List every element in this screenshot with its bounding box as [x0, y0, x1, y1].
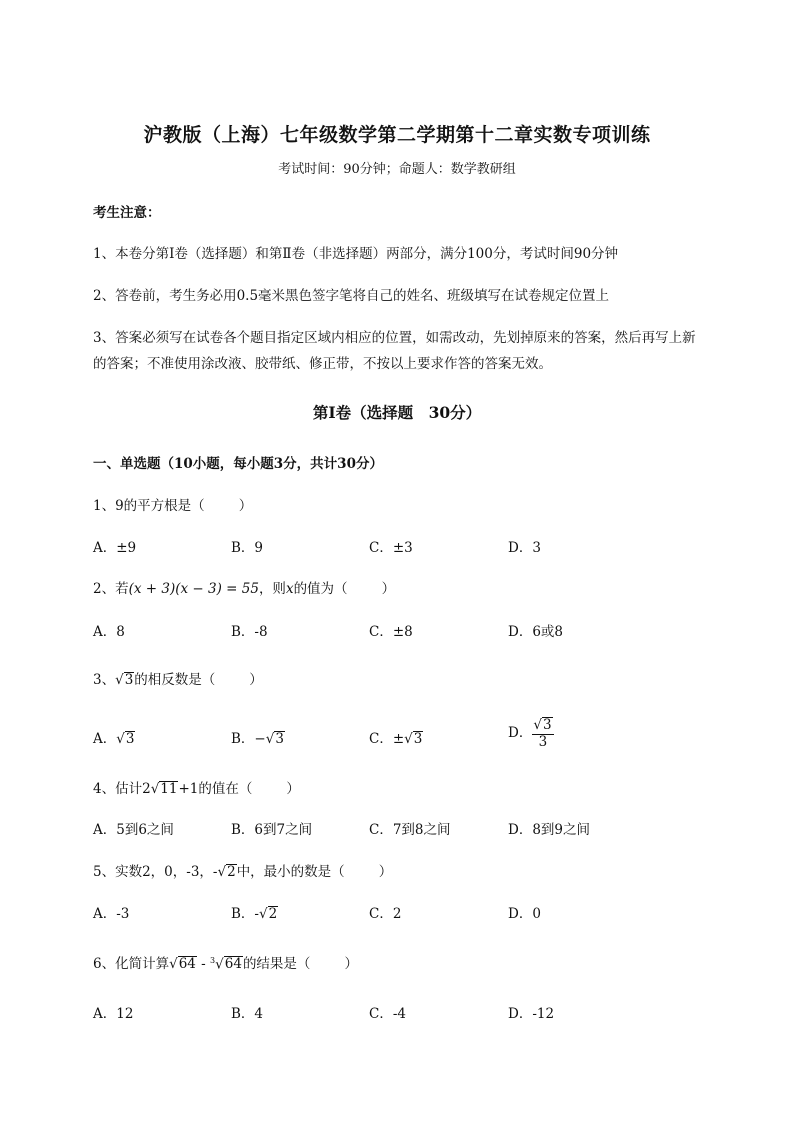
option-c[interactable]: C．7到8之间	[369, 822, 451, 838]
question-2	[93, 577, 395, 597]
sqrt-symbol: √11	[150, 781, 178, 797]
notes-heading: 考生注意：	[93, 205, 161, 221]
option-c[interactable]: C．2	[369, 906, 402, 922]
question-6-prefix: 6、化简计算	[93, 956, 170, 972]
note-1: 1、本卷分第I卷（选择题）和第Ⅱ卷（非选择题）两部分，满分100分，考试时间90分钟	[93, 246, 619, 262]
question-5-options	[93, 902, 693, 924]
question-2-mid: ，则	[258, 581, 286, 597]
radicand: 3	[275, 731, 284, 747]
fraction	[532, 717, 553, 750]
part-heading: 一、单选题（10小题，每小题3分，共计30分）	[93, 456, 383, 472]
question-3-suffix: 的相反数是（	[134, 672, 216, 688]
option-label: A．	[93, 731, 117, 747]
question-5-suffix: 中，最小的数是（	[236, 864, 345, 880]
sqrt-symbol: √2	[258, 906, 278, 922]
question-1-close: ）	[238, 498, 253, 514]
question-4-expr-tail: +1	[178, 781, 199, 797]
question-6-suffix: 的结果是（	[242, 956, 311, 972]
cube-root-symbol: $^3$√64	[210, 955, 242, 972]
question-3-options	[93, 717, 693, 761]
sqrt-symbol: √3	[116, 731, 135, 747]
option-d[interactable]: D．8到9之间	[508, 822, 591, 838]
question-1-stem: 1、9的平方根是（	[93, 498, 205, 514]
radicand: 3	[125, 731, 135, 747]
option-c[interactable]	[369, 727, 423, 747]
option-a[interactable]: A．±9	[93, 540, 137, 556]
sqrt-symbol: √3	[265, 731, 284, 747]
question-4-prefix: 4、估计2	[93, 781, 151, 797]
minus-sign: -	[196, 956, 211, 972]
question-6-options	[93, 1002, 693, 1024]
option-b[interactable]: B．4	[231, 1006, 264, 1022]
radicand: 64	[178, 956, 196, 972]
option-label: D．	[508, 725, 533, 742]
question-4-close: ）	[286, 781, 300, 797]
radicand: 64	[224, 956, 242, 972]
question-4	[93, 777, 300, 797]
option-d[interactable]: D．3	[508, 540, 541, 556]
sqrt-symbol: √64	[169, 956, 196, 972]
question-3	[93, 668, 263, 688]
option-a[interactable]	[93, 727, 135, 747]
question-2-close: ）	[381, 581, 396, 597]
question-3-close: ）	[249, 672, 263, 688]
question-5-prefix: 5、实数2，0，-3，-	[93, 864, 218, 880]
option-d[interactable]: D．0	[508, 906, 541, 922]
note-3-continued: 的答案；不准使用涂改液、胶带纸、修正带，不按以上要求作答的答案无效。	[93, 356, 552, 372]
question-2-expression: (x + 3)(x − 3) = 55	[128, 581, 259, 597]
question-2-suffix: 的值为（	[293, 581, 348, 597]
question-4-options	[93, 818, 693, 840]
question-5-close: ）	[378, 864, 393, 880]
option-a[interactable]: A．5到6之间	[93, 822, 174, 838]
question-5	[93, 860, 392, 880]
option-b[interactable]	[231, 902, 278, 922]
option-label: B．−	[231, 731, 266, 747]
option-a[interactable]: A．8	[93, 624, 125, 640]
option-d[interactable]: D．-12	[508, 1006, 555, 1022]
question-6	[93, 952, 358, 972]
option-c[interactable]: C．-4	[369, 1006, 406, 1022]
radicand: 2	[227, 864, 236, 880]
exam-info: 考试时间：90分钟；命题人：数学教研组	[278, 162, 516, 177]
denominator: 3	[538, 733, 548, 750]
option-c[interactable]: C．±3	[369, 540, 413, 556]
question-6-close: ）	[344, 956, 358, 972]
sqrt-symbol: √2	[217, 864, 236, 880]
numerator: √3	[533, 717, 552, 733]
page-title: 沪教版（上海）七年级数学第二学期第十二章实数专项训练	[143, 124, 651, 146]
question-3-prefix: 3、	[93, 672, 116, 688]
option-label: C．±	[369, 731, 405, 747]
radicand: 3	[542, 717, 552, 733]
question-2-prefix: 2、若	[93, 581, 129, 597]
question-4-suffix: 的值在（	[198, 781, 253, 797]
question-2-variable: x	[285, 581, 294, 597]
note-2: 2、答卷前，考生务必用0.5毫米黑色签字笔将自己的姓名、班级填写在试卷规定位置上	[93, 288, 610, 304]
root-index: 3	[210, 955, 216, 965]
option-b[interactable]: B．-8	[231, 624, 268, 640]
option-a[interactable]: A．-3	[93, 906, 130, 922]
option-c[interactable]: C．±8	[369, 624, 413, 640]
radicand: 3	[124, 672, 134, 688]
sqrt-symbol: √3	[115, 672, 134, 688]
option-b[interactable]: B．6到7之间	[231, 822, 313, 838]
question-1-options	[93, 536, 693, 558]
option-a[interactable]: A．12	[93, 1006, 134, 1022]
question-2-options	[93, 620, 693, 642]
option-label: B．-	[231, 906, 259, 922]
option-b[interactable]: B．9	[231, 540, 264, 556]
section-title: 第I卷（选择题 30分）	[312, 403, 482, 422]
radicand: 2	[268, 906, 278, 922]
option-d[interactable]: D．6或8	[508, 624, 564, 640]
option-d[interactable]	[508, 717, 554, 750]
radicand: 3	[413, 731, 423, 747]
sqrt-symbol: √3	[404, 731, 423, 747]
option-b[interactable]	[231, 727, 285, 747]
radicand: 11	[160, 781, 178, 797]
question-1	[93, 494, 252, 514]
note-3: 3、答案必须写在试卷各个题目指定区域内相应的位置，如需改动，先划掉原来的答案，然后再写上新	[93, 330, 696, 346]
